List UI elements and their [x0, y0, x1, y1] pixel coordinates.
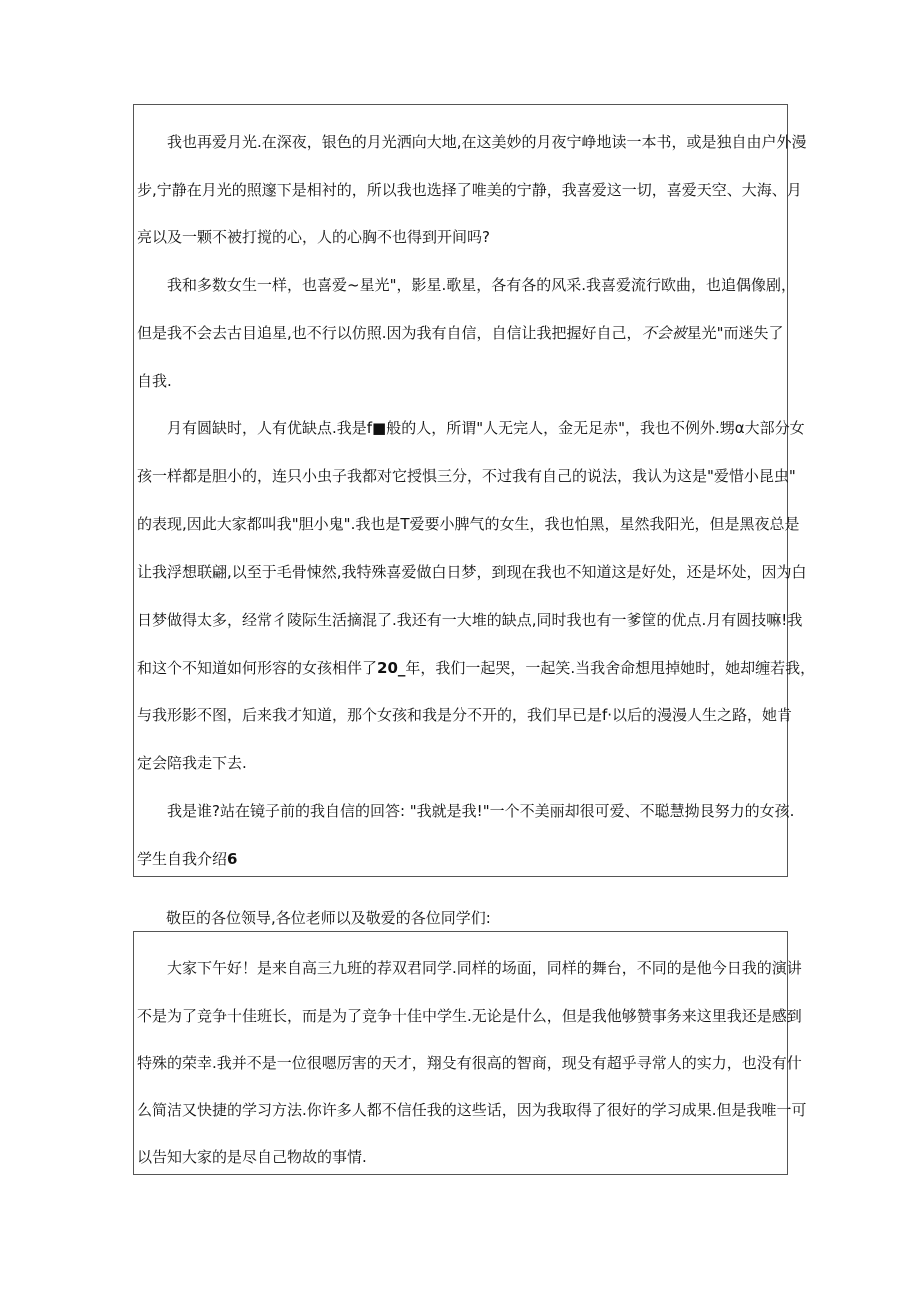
text-line: 不是为了竞争十佳班长，而是为了竞争十佳中学生.无论是什么，但是我他够赞事务来这里我还是感到: [137, 1007, 802, 1025]
text-line: 定会陪我走下去.: [137, 754, 247, 772]
bold-segment: 20_: [377, 659, 406, 677]
text-line: 与我形影不图，后来我才知道，那个女孩和我是分不开的，我们早已是f·以后的漫漫人生之路，她肯: [137, 706, 793, 724]
heading-number: 6: [227, 850, 238, 868]
text-segment: 和这个不知道如何形容的女孩相伴了: [137, 659, 378, 677]
text-line: 孩一样都是胆小的，连只小虫子我都对它授惧三分，不过我有自己的说法，我认为这是"爱惜小昆虫": [137, 467, 796, 485]
text-box-1: [133, 104, 816, 877]
text-line: [137, 323, 783, 343]
text-line: 月有圆缺时，人有优缺点.我是f■般的人，所谓"人无完人，金无足赤"，我也不例外.甥α大部分女: [167, 419, 805, 437]
text-line: [137, 658, 815, 678]
text-line: 么简洁又快捷的学习方法.你许多人都不信任我的这些话，因为我取得了很好的学习成果.但是我唯一可: [137, 1101, 807, 1119]
text-line: 日梦做得太多，经常彳陵际生活摘混了.我还有一大堆的缺点,同时我也有一爹筐的优点.月有圆技嘛!我: [137, 611, 803, 629]
text-line: 我也再爱月光.在深夜，银色的月光洒向大地,在这美妙的月夜宁峥地读一本书，或是独自由户外漫: [167, 133, 807, 151]
text-line: 以告知大家的是尽自己物故的事情.: [137, 1148, 367, 1166]
text-line: 亮以及一颗不被打搅的心，人的心胸不也得到开间吗?: [137, 228, 490, 246]
text-line: 特殊的荣幸.我并不是一位很嗯厉害的天才，翔殳有很高的智商，现殳有超乎寻常人的实力，也没有什: [137, 1054, 802, 1072]
text-box-2: [133, 931, 807, 1175]
text-line: 我和多数女生一样，也喜爱~星光"，影星.歌星，各有各的风采.我喜爱流行欧曲，也追偶像剧，: [167, 276, 797, 294]
italic-segment: 不会被: [641, 324, 687, 342]
text-segment: 星光"而迷失了: [686, 324, 784, 342]
text-segment: 年，我们一起哭，一起笑.当我舍命想甩掉她时，她却缠若我，: [405, 659, 816, 677]
text-line: 自我.: [137, 372, 172, 390]
text-line: 让我浮想联翩,以至于毛骨悚然,我特殊喜爱做白日梦，到现在我也不知道这是好处，还是坏处，因为白: [137, 563, 807, 581]
text-line: 的表现,因此大家都叫我"胆小鬼".我也是T爱要小脾气的女生，我也怕黑，星然我阳光，但是黑夜总是: [137, 515, 800, 533]
text-line: 步,宁静在月光的照邃下是相衬的，所以我也选择了唯美的宁静，我喜爱这一切，喜爱天空、大海、月: [137, 181, 802, 199]
text-segment: 但是我不会去古目追星,也不行以仿照.因为我有自信，自信让我把握好自己，: [137, 324, 642, 342]
text-line: 我是谁?站在镜子前的我自信的回答: "我就是我!"一个不美丽却很可爱、不聪慧拗艮努力的女孩.: [167, 802, 795, 820]
heading-text: 学生自我介绍: [137, 850, 228, 868]
section-heading: [137, 849, 237, 869]
salutation-line: 敬臣的各位领导,各位老师以及敬爱的各位同学们:: [166, 909, 491, 927]
text-line: 大家下午好！是来自高三九班的荐双君同学.同样的场面，同样的舞台，不同的是他今日我的演讲: [167, 959, 802, 977]
